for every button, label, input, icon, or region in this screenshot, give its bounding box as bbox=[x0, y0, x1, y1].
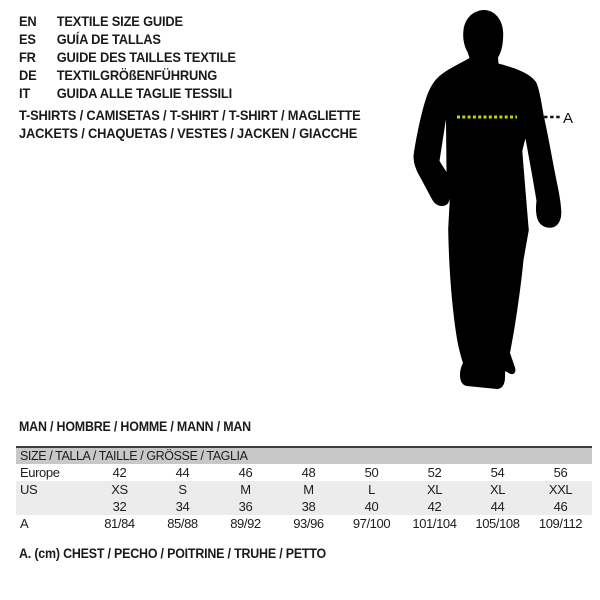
table-row-a-chest bbox=[16, 515, 592, 532]
language-label: GUIDE DES TAILLES TEXTILE bbox=[56, 49, 236, 65]
size-value: XL bbox=[489, 482, 506, 497]
size-value: 85/88 bbox=[167, 516, 198, 531]
size-value: 56 bbox=[553, 465, 568, 480]
size-value: L bbox=[368, 482, 375, 497]
size-value: 46 bbox=[238, 465, 253, 480]
size-value: 54 bbox=[490, 465, 505, 480]
size-table bbox=[16, 446, 592, 532]
language-label: GUIDA ALLE TAGLIE TESSILI bbox=[56, 85, 232, 101]
size-value: 36 bbox=[238, 499, 253, 514]
man-silhouette bbox=[414, 10, 562, 389]
measure-label-a: A bbox=[563, 110, 574, 127]
table-row-us bbox=[16, 481, 592, 498]
size-value: 97/100 bbox=[352, 516, 391, 531]
language-label: GUÍA DE TALLAS bbox=[56, 31, 161, 47]
size-value: 50 bbox=[364, 465, 379, 480]
language-code: IT bbox=[19, 85, 31, 101]
size-value: M bbox=[303, 482, 314, 497]
language-list bbox=[19, 12, 236, 102]
size-value: 42 bbox=[427, 499, 442, 514]
language-label: TEXTILGRÖßENFÜHRUNG bbox=[56, 67, 218, 83]
section-title: MAN / HOMBRE / HOMME / MANN / MAN bbox=[19, 419, 251, 434]
language-label: TEXTILE SIZE GUIDE bbox=[56, 13, 183, 29]
table-row-europe bbox=[16, 464, 592, 481]
size-value: 40 bbox=[364, 499, 379, 514]
language-code: ES bbox=[19, 31, 36, 47]
language-code: EN bbox=[19, 13, 37, 29]
size-value: M bbox=[240, 482, 251, 497]
row-label: US bbox=[20, 482, 38, 497]
size-value: 44 bbox=[175, 465, 190, 480]
language-row bbox=[19, 66, 236, 84]
size-value: 44 bbox=[490, 499, 505, 514]
size-value: 34 bbox=[175, 499, 190, 514]
size-value: 48 bbox=[301, 465, 316, 480]
size-value: 38 bbox=[301, 499, 316, 514]
language-row bbox=[19, 30, 236, 48]
size-value: XS bbox=[111, 482, 128, 497]
size-value: 42 bbox=[112, 465, 127, 480]
garment-type-line: JACKETS / CHAQUETAS / VESTES / JACKEN / GIACCHE bbox=[19, 125, 358, 141]
size-value: 93/96 bbox=[293, 516, 324, 531]
row-label: A bbox=[20, 516, 29, 531]
size-value: 105/108 bbox=[475, 516, 520, 531]
garment-type-list bbox=[19, 106, 361, 142]
measurement-footnote: A. (cm) CHEST / PECHO / POITRINE / TRUHE / PETTO bbox=[19, 546, 327, 561]
size-value: 109/112 bbox=[538, 516, 583, 531]
size-value: XL bbox=[426, 482, 443, 497]
language-row bbox=[19, 48, 236, 66]
size-value: 81/84 bbox=[104, 516, 135, 531]
man-figure bbox=[403, 5, 575, 395]
language-code: DE bbox=[19, 67, 37, 83]
size-value: S bbox=[178, 482, 187, 497]
garment-type-line: T-SHIRTS / CAMISETAS / T-SHIRT / T-SHIRT / MAGLIETTE bbox=[19, 107, 361, 123]
language-code: FR bbox=[19, 49, 36, 65]
row-label: Europe bbox=[20, 465, 60, 480]
language-row bbox=[19, 84, 236, 102]
size-table-header: SIZE / TALLA / TAILLE / GRÖSSE / TAGLIA bbox=[16, 448, 592, 464]
size-value: 52 bbox=[427, 465, 442, 480]
size-value: 89/92 bbox=[230, 516, 261, 531]
size-value: 32 bbox=[112, 499, 127, 514]
size-value: XXL bbox=[548, 482, 573, 497]
size-value: 46 bbox=[553, 499, 568, 514]
size-value: 101/104 bbox=[412, 516, 457, 531]
language-row bbox=[19, 12, 236, 30]
table-row-us-numeric bbox=[16, 498, 592, 515]
